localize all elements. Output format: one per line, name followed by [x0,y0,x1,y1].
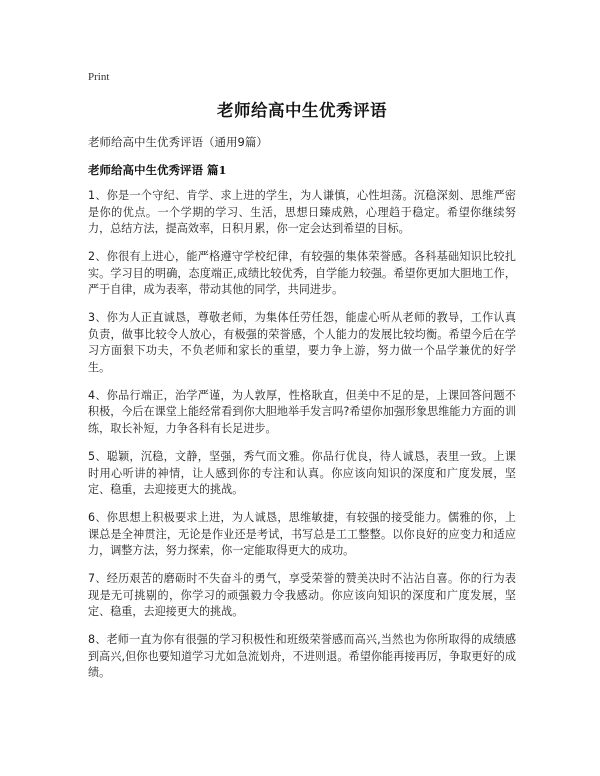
comment-paragraph-3: 3、你为人正直诚恳，尊敬老师，为集体任劳任怨，能虚心听从老师的教导，工作认真负责，做事比较令人放心，有极强的荣誉感，个人能力的发展比较均衡。希望今后在学习方面狠下功夫，不负老师和家长的重望，要力争上游，努力做一个品学兼优的好学生。 [88,311,516,374]
print-label: Print [88,71,110,83]
comment-paragraph-1: 1、你是一个守纪、肯学、求上进的学生，为人谦慎，心性坦荡。沉稳深刻、思维严密是你的优点。一个学期的学习、生活，思想日臻成熟，心理趋于稳定。希望你继续努力，总结方法，提高效率，日积月累，你一定会达到希望的目标。 [88,189,516,236]
comment-paragraph-6: 6、你思想上积极要求上进，为人诚恳，思维敏捷，有较强的接受能力。儒雅的你，上课总是全神贯注，无论是作业还是考试，书写总是工工整整。以你良好的应变力和适应力，调整方法，努力探索，你一定能取得更大的成功。 [88,510,516,558]
comment-paragraph-5: 5、聪颖，沉稳，文静，坚强，秀气而文雅。你品行优良，待人诚恳，表里一致。上课时用心听讲的神情，让人感到你的专注和认真。你应该向知识的深度和广度发展，坚定、稳重，去迎接更大的挑战。 [88,449,516,497]
comment-paragraph-2: 2、你很有上进心，能严格遵守学校纪律，有较强的集体荣誉感。各科基础知识比较扎实。学习目的明确，态度端正,成绩比较优秀，自学能力较强。希望你更加大胆地工作，严于自律，成为表率，带动其他的同学，共同进步。 [88,250,516,297]
section-heading: 老师给高中生优秀评语 篇1 [88,163,227,177]
document-title: 老师给高中生优秀评语 [217,101,387,120]
comment-paragraph-4: 4、你品行端正，治学严谨，为人敦厚，性格耿直，但美中不足的是，上课回答问题不积极，今后在课堂上能经常看到你大胆地举手发言吗?希望你加强形象思维能力方面的训练，取长补短，力争各科有长足进步。 [88,388,516,436]
comment-list [88,188,516,693]
document-subtitle: 老师给高中生优秀评语（通用9篇） [88,135,268,149]
comment-paragraph-8: 8、老师一直为你有很强的学习积极性和班级荣誉感而高兴,当然也为你所取得的成绩感到高兴,但你也要知道学习尤如急流划舟，不进则退。希望你能再接再厉，争取更好的成绩。 [88,633,516,680]
comment-paragraph-7: 7、经历艰苦的磨砺时不失奋斗的勇气，享受荣誉的赞美决时不沾沾自喜。你的行为表现是无可挑剔的，你学习的顽强毅力令我感动。你应该向知识的深度和广度发展，坚定、稳重，去迎接更大的挑战。 [88,572,516,619]
